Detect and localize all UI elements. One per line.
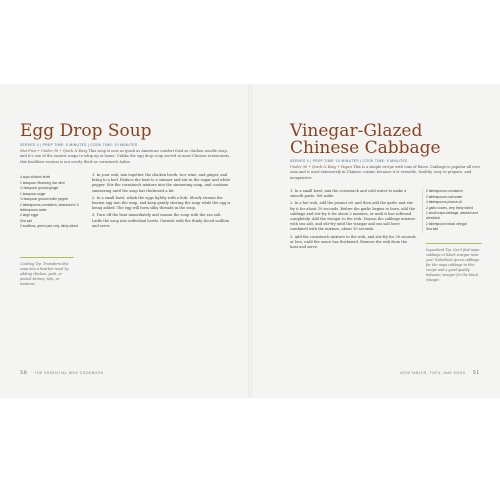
ingredient-list [422, 189, 484, 233]
ingredient-item: 1 teaspoon sugar [20, 191, 46, 196]
ingredient-item: 1 teaspoon Shaoxing rice wine [20, 180, 65, 185]
recipe-meta: SERVES 4 | PREP TIME: 5 MINUTES | COOK TIME: 10 MINUTES [20, 143, 138, 147]
recipe-meta: SERVES 4 | PREP TIME: 10 MINUTES | COOK TIME: 5 MINUTES [290, 159, 408, 163]
recipe-tags: Under 30 • Quick & Easy • Vegan [290, 165, 352, 169]
ingredient-item: 1 small napa cabbage, washed and shredded [426, 211, 478, 220]
instruction-steps [92, 173, 232, 231]
instruction-step: 3. Turn off the heat immediately and season the soup with the sea salt. Ladle the soup into individual bowls. Garnish with the thinly sliced scallion and serve. [92, 213, 230, 228]
page-number: 50 [20, 370, 28, 376]
ingredient-item: 2 scallions, green part only, thinly sliced [20, 224, 78, 229]
instruction-step: 2. In a small bowl, whisk the eggs lightly with a fork. Slowly stream the beaten egg into the soup, and keep gently stirring the soup while the egg is being added. The egg will form silky threads in the soup. [92, 195, 231, 211]
recipe-intro [290, 165, 482, 181]
ingredient-item: 2 large eggs [20, 213, 39, 218]
ingredient-item: Sea salt [20, 218, 32, 223]
section-title: VEGETABLES, TOFU, AND EGGS [399, 371, 466, 375]
instruction-step: 1. In your wok, mix together the chicken broth, rice wine, and ginger, and bring to a boil. Reduce the heat to a simmer and stir in the sugar and white pepper. Stir the cornstarch mixture into the simmering soup, and continue simmering until the soup has thickened a bit. [92, 173, 231, 193]
ingredient-list [20, 175, 82, 230]
ingredient-item: 4 cups chicken broth [20, 175, 51, 179]
recipe-title-line: Chinese Cabbage [290, 138, 441, 158]
recipe-title-line: Vinegar-Glazed [290, 121, 423, 141]
ingredient-item: 2 tablespoons cold water [426, 194, 463, 199]
ingredient-item: 2 garlic cloves, very thinly sliced [426, 205, 473, 210]
book-title: THE ESSENTIAL WOK COOKBOOK [34, 371, 104, 375]
left-page [0, 85, 250, 397]
ingredient-item: ¼ teaspoon ground ginger [20, 186, 59, 191]
cooking-tip: Cooking Tip: Transform this soup into a heartier meal by adding chicken, pork, or peeled shrimp, tofu, or wontons. [20, 257, 74, 287]
ingredient-item: ¼ teaspoon ground white pepper [20, 197, 69, 202]
ingredient-item: 4 tablespoons peanut oil [426, 200, 462, 205]
ingredient-item: 2 tablespoons cornstarch [426, 189, 463, 193]
ingredient-item: Sea salt [426, 227, 438, 232]
ingredient-tip: Ingredient Tip: Can't find napa cabbage or black vinegar near you? Substitute green cabbage for the napa cabbage in this recipe and a good-quality balsamic vinegar for the black vinegar. [426, 243, 482, 283]
page-number: 51 [472, 370, 480, 376]
instruction-step: 2. In a hot wok, add the peanut oil, and then add the garlic and stir-fry it for about 10 seconds. Before the garlic begins to burn, add the cabbage and stir-fry it for about 2 minutes, or until it has softened completely. Add the vinegar to the wok. Season the cabbage mixture with sea salt, and stir-fry until the vinegar and sea salt have combined with the mixture, about 10 seconds. [290, 201, 416, 232]
page-footer [400, 370, 480, 376]
recipe-intro-text: This soup is now as quick as American comfort food as chicken noodle soup, and it's one of the easiest soups to whip up at home. Unlike the egg drop soup served in most Chinese restaurants, this healthier version is not overly thick or cornstarch laden. [20, 149, 231, 164]
recipe-intro [20, 149, 232, 165]
recipe-tags: Nut-Free • Under 30 • Quick & Easy [20, 149, 88, 153]
right-page [250, 85, 500, 397]
ingredient-item: 2 tablespoons cornstarch, dissolved in 3 tablespoons water [20, 202, 79, 212]
open-cookbook-spread [0, 85, 500, 397]
instruction-steps [290, 189, 416, 252]
recipe-title-vinegar-glazed-cabbage [290, 123, 441, 157]
page-footer [20, 370, 104, 376]
instruction-step: 3. Add the cornstarch mixture to the wok, and stir-fry for 30 seconds or less, until the sauce has thickened. Remove the wok from the heat and serve. [290, 234, 416, 250]
ingredient-item: 2 tablespoons black vinegar [426, 221, 467, 226]
instruction-step: 1. In a small bowl, mix the cornstarch and cold water to make a smooth paste. Set aside. [290, 189, 407, 199]
recipe-title-egg-drop-soup: Egg Drop Soup [20, 121, 152, 141]
recipe-intro-text: This is a simple recipe with tons of flavor. Cabbage is popular all over Asia and is used extensively in Chinese cuisine because it is versatile, healthy, easy to prepare, and inexpensive. [290, 165, 481, 180]
